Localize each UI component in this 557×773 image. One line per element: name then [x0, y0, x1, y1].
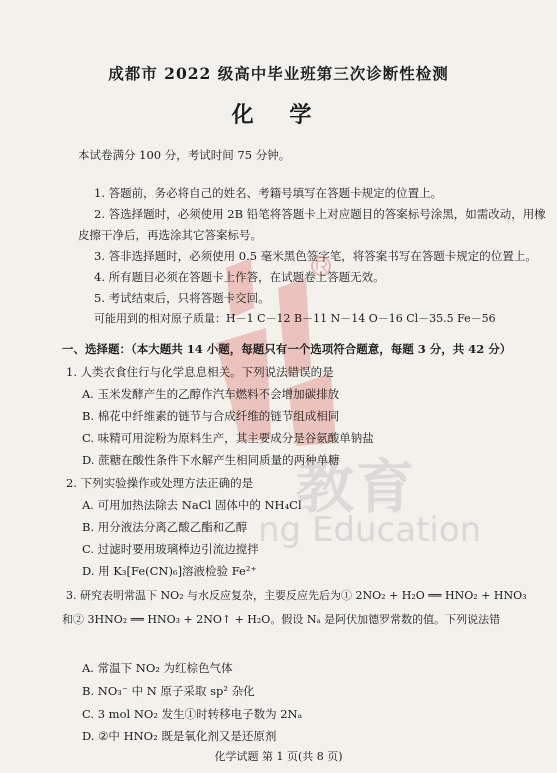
- section-heading: 一、选择题：（本大题共 14 小题，每题只有一个选项符合题意，每题 3 分，共 42 分）: [62, 342, 512, 356]
- q3-option-c: C. 3 mol NO₂ 发生①时转移电子数为 2Nₐ: [82, 707, 303, 721]
- intro-text: 本试卷满分 100 分，考试时间 75 分钟。: [78, 148, 291, 162]
- q1-stem: 1. 人类衣食住行与化学息息相关。下列说法错误的是: [66, 365, 334, 379]
- q1-option-c: C. 味精可用淀粉为原料生产，其主要成分是谷氨酸单钠盐: [82, 431, 374, 445]
- subject-title: 化 学: [231, 102, 326, 128]
- q1-option-d: D. 蔗糖在酸性条件下水解产生相同质量的两种单糖: [82, 453, 340, 467]
- q2-option-c: C. 过滤时要用玻璃棒边引流边搅拌: [82, 542, 259, 556]
- q3-stem-2: 和② 3HNO₂ ══ HNO₃ + 2NO↑ + H₂O。假设 Nₐ 是阿伏加德罗常数的值。下列说法错: [62, 613, 501, 626]
- q2-option-a: A. 可用加热法除去 NaCl 固体中的 NH₄Cl: [82, 498, 302, 512]
- q2-option-b: B. 用分液法分离乙酸乙酯和乙醇: [82, 520, 248, 534]
- note-5: 5. 考试结束后，只将答题卡交回。: [94, 291, 270, 305]
- q3-stem-1: 3. 研究表明常温下 NO₂ 与水反应复杂，主要反应先后为① 2NO₂ + H₂O ══ HNO₂ + HNO₃: [66, 589, 527, 602]
- q1-option-b: B. 棉花中纤维素的链节与合成纤维的链节组成相同: [82, 409, 340, 423]
- page-footer: 化学试题 第 1 页(共 8 页): [214, 750, 343, 763]
- q3-option-d: D. ②中 HNO₂ 既是氧化剂又是还原剂: [82, 729, 277, 743]
- q3-option-b: B. NO₃⁻ 中 N 原子采取 sp² 杂化: [82, 684, 255, 698]
- watermark-text-cn: 教育: [296, 453, 417, 521]
- atomic-masses: 可能用到的相对原子质量：H－1 C－12 B－11 N－14 O－16 Cl－35.5 Fe－56: [94, 312, 496, 325]
- q2-option-d: D. 用 K₃[Fe(CN)₆]溶液检验 Fe²⁺: [82, 564, 257, 578]
- q2-stem: 2. 下列实验操作或处理方法正确的是: [66, 476, 254, 490]
- exam-title: 成都市 2022 级高中毕业班第三次诊断性检测: [108, 64, 449, 83]
- q1-option-a: A. 玉米发酵产生的乙醇作汽车燃料不会增加碳排放: [82, 387, 340, 401]
- note-1: 1. 答题前，务必将自己的姓名、考籍号填写在答题卡规定的位置上。: [94, 186, 443, 200]
- watermark-text-en: ng Education: [258, 510, 482, 550]
- note-2b: 皮擦干净后，再选涂其它答案标号。: [78, 228, 262, 242]
- note-3: 3. 答非选择题时，必须使用 0.5 毫米黑色签字笔，将答案书写在答题卡规定的位置上。: [94, 249, 537, 263]
- note-2a: 2. 答选择题时，必须使用 2B 铅笔将答题卡上对应题目的答案标号涂黑，如需改动，用橡: [94, 207, 546, 221]
- note-4: 4. 所有题目必须在答题卡上作答，在试题卷上答题无效。: [94, 270, 385, 284]
- q3-option-a: A. 常温下 NO₂ 为红棕色气体: [82, 661, 233, 675]
